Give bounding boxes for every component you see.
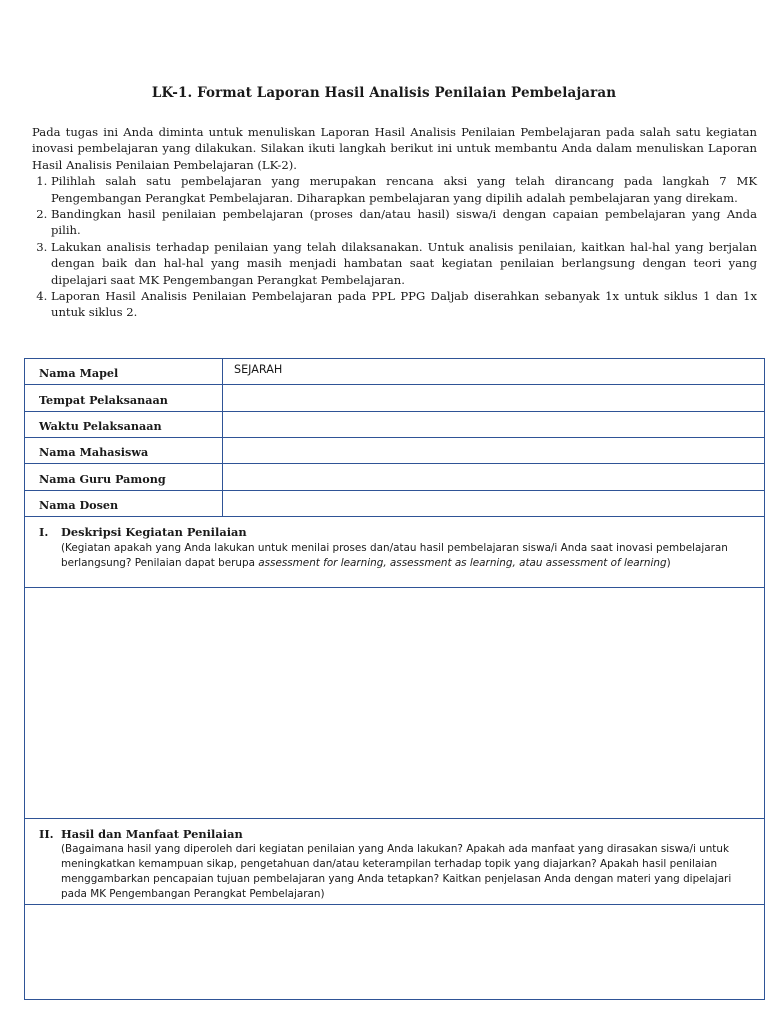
section-deskripsi-header: [25, 517, 764, 588]
field-value-nama-mahasiswa[interactable]: [222, 438, 764, 463]
field-label: Tempat Pelaksanaan: [39, 393, 168, 407]
section-description: (Bagaimana hasil yang diperoleh dari kegiatan penilaian yang Anda lakukan? Apakah ada manfaat yang dirasakan siswa/i untuk meningkatkan kemampuan sikap, pengetahuan dan/atau keterampilan terhadap topik yang diajarkan? Apakah hasil penilaian menggambarkan pencapaian tujuan pembelajaran yang Anda tetapkan? Kaitkan penjelasan Anda dengan materi yang dipelajari pada MK Pengembangan Perangkat Pembelajaran): [61, 843, 732, 900]
section-number: I.: [39, 525, 49, 539]
field-row-nama-mahasiswa: [25, 438, 764, 464]
field-row-waktu-pelaksanaan: [25, 412, 764, 438]
field-row-nama-guru-pamong: [25, 464, 764, 491]
field-label: Waktu Pelaksanaan: [39, 419, 162, 433]
field-value-tempat-pelaksanaan[interactable]: [222, 385, 764, 411]
section-description-italic: assessment for learning, assessment as learning, atau assessment of learning: [258, 557, 667, 569]
field-row-nama-dosen: [25, 491, 764, 517]
section-description-text: (Kegiatan apakah yang Anda lakukan untuk menilai proses dan/atau hasil pembelajaran siswa/i Anda saat inovasi pembelajaran berlangsung? Penilaian dapat berupa: [61, 542, 728, 569]
section-hasil-header: [25, 819, 764, 905]
section-hasil-answer-area[interactable]: [25, 905, 764, 999]
steps-list: [32, 173, 757, 321]
field-label: Nama Dosen: [39, 498, 119, 512]
field-row-nama-mapel: [25, 359, 764, 385]
section-title: Hasil dan Manfaat Penilaian: [61, 827, 243, 841]
section-description-end: ): [666, 557, 671, 569]
step-item: 4. Laporan Hasil Analisis Penilaian Pembelajaran pada PPL PPG Daljab diserahkan sebanyak 1x untuk siklus 1 dan 1x untuk siklus 2.: [51, 288, 757, 321]
section-deskripsi-answer-area[interactable]: [25, 588, 764, 819]
intro-paragraph: Pada tugas ini Anda diminta untuk menuliskan Laporan Hasil Analisis Penilaian Pembelajaran pada salah satu kegiatan inovasi pembelajaran yang dilakukan. Silakan ikuti langkah berikut ini untuk membantu Anda dalam menuliskan Laporan Hasil Analisis Penilaian Pembelajaran (LK-2).: [32, 125, 757, 172]
instructions: [32, 124, 757, 321]
section-title: Deskripsi Kegiatan Penilaian: [61, 525, 247, 539]
field-row-tempat-pelaksanaan: [25, 385, 764, 412]
step-item: 1. Pilihlah salah satu pembelajaran yang merupakan rencana aksi yang telah dirancang pada langkah 7 MK Pengembangan Perangkat Pembelajaran. Diharapkan pembelajaran yang dipilih adalah pembelajaran yang direkam.: [51, 173, 757, 206]
field-value-nama-mapel[interactable]: [222, 359, 764, 384]
step-item: 2. Bandingkan hasil penilaian pembelajaran (proses dan/atau hasil) siswa/i dengan capaian pembelajaran yang Anda pilih.: [51, 206, 757, 239]
field-value-nama-dosen[interactable]: [222, 491, 764, 516]
field-value-nama-guru-pamong[interactable]: [222, 464, 764, 490]
section-number: II.: [39, 827, 54, 841]
section-description: [61, 541, 751, 571]
field-label: Nama Mapel: [39, 366, 119, 380]
field-value-text: SEJARAH: [234, 363, 283, 376]
step-item: 3. Lakukan analisis terhadap penilaian yang telah dilaksanakan. Untuk analisis penilaian, kaitkan hal-hal yang berjalan dengan baik dan hal-hal yang masih menjadi hambatan saat kegiatan penilaian berlangsung dengan teori yang dipelajari saat MK Pengembangan Perangkat Pembelajaran.: [51, 239, 757, 288]
page-title: LK-1. Format Laporan Hasil Analisis Penilaian Pembelajaran: [151, 85, 617, 101]
field-label: Nama Mahasiswa: [39, 445, 149, 459]
report-form: [24, 358, 765, 1000]
field-value-waktu-pelaksanaan[interactable]: [222, 412, 764, 437]
field-label: Nama Guru Pamong: [39, 472, 166, 486]
